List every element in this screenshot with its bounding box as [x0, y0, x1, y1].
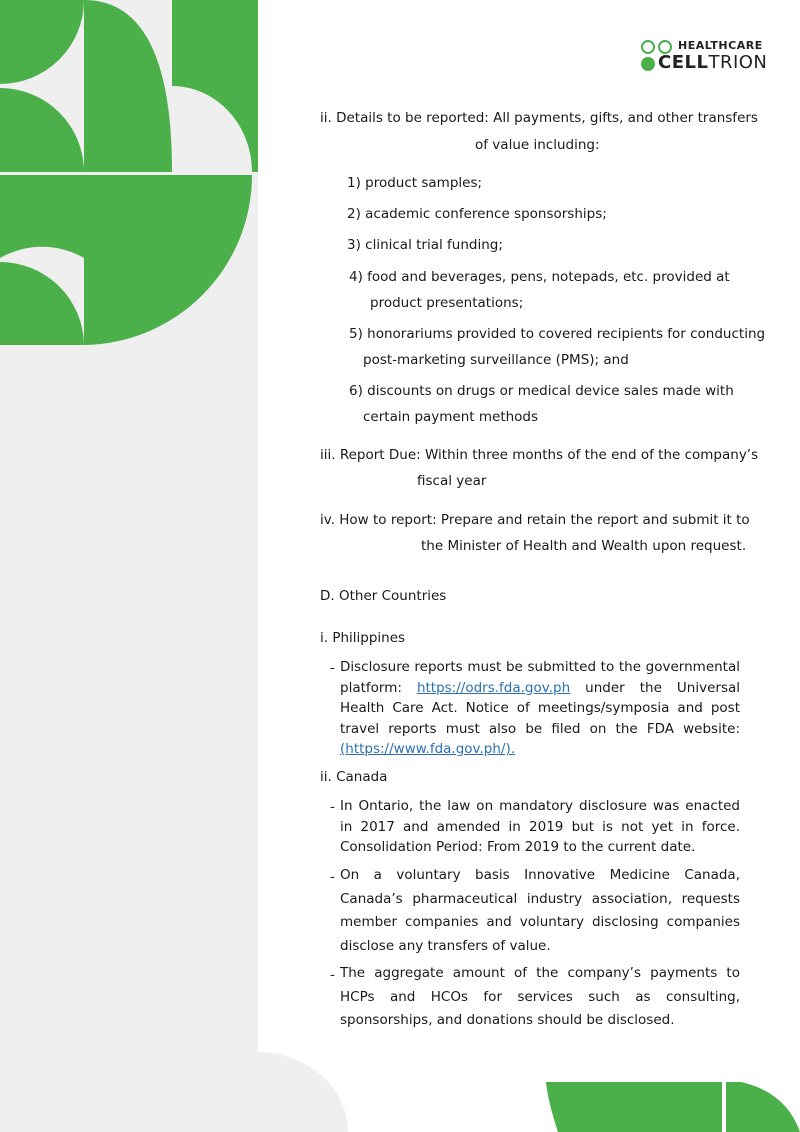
canada-heading: ii. Canada: [320, 769, 388, 785]
bullet-dash: -: [330, 869, 335, 885]
list-item-2: 2) academic conference sponsorships;: [347, 206, 607, 222]
section-ii-line1: ii. Details to be reported: All payments, gifts, and other transfers: [320, 110, 758, 126]
bullet-dash: -: [330, 799, 335, 815]
canada-bullet-3: The aggregate amount of the company’s payments to HCPs and HCOs for services such as consulting, sponsorships, and donations should be disclosed.: [340, 965, 740, 1028]
philippines-paragraph: Disclosure reports must be submitted to the governmental platform: https://odrs.fda.gov.ph under the Universal Health Care Act. Notice of meetings/symposia and post travel reports must also be filed on the FDA website: (https://www.fda.gov.ph/).: [340, 659, 740, 757]
bullet-dash: -: [330, 967, 335, 983]
section-iii-line1: iii. Report Due: Within three months of the end of the company’s: [320, 447, 759, 463]
list-item-4-line2: product presentations;: [370, 295, 524, 311]
list-item-6-line2: certain payment methods: [363, 409, 539, 425]
list-item-3: 3) clinical trial funding;: [347, 237, 503, 253]
canada-bullet-2: On a voluntary basis Innovative Medicine Canada, Canada’s pharmaceutical industry association, requests member companies and voluntary disclosing companies disclose any transfers of value.: [340, 867, 740, 954]
logo-celltrion-text: CELLTRION: [658, 52, 768, 73]
list-item-5-line2: post-marketing surveillance (PMS); and: [363, 352, 629, 368]
bottom-decorative-shape: [258, 1052, 348, 1132]
list-item-4-line1: 4) food and beverages, pens, notepads, etc. provided at: [349, 269, 730, 285]
section-iii-line2: fiscal year: [417, 473, 487, 489]
list-item-1: 1) product samples;: [347, 175, 483, 191]
logo-healthcare-text: HEALTHCARE: [678, 39, 763, 52]
canada-bullet-1: In Ontario, the law on mandatory disclosure was enacted in 2017 and amended in 2019 but is not yet in force. Consolidation Period: From 2019 to the current date.: [340, 798, 740, 855]
logo-dot-icon: [641, 57, 655, 71]
fda-website-link[interactable]: (https://www.fda.gov.ph/).: [340, 741, 516, 757]
section-ii-line2: of value including:: [475, 137, 600, 153]
section-iv-line2: the Minister of Health and Wealth upon request.: [421, 538, 747, 554]
section-iv-line1: iv. How to report: Prepare and retain the report and submit it to: [320, 512, 750, 528]
bullet-dash: -: [330, 660, 335, 676]
philippines-heading: i. Philippines: [320, 630, 406, 646]
logo-ring-icon: [641, 40, 655, 54]
decorative-green-shapes: [0, 0, 258, 345]
list-item-5-line1: 5) honorariums provided to covered recipients for conducting: [349, 326, 766, 342]
section-d-heading: D. Other Countries: [320, 588, 447, 604]
celltrion-healthcare-logo: [640, 38, 770, 74]
odrs-fda-link[interactable]: https://odrs.fda.gov.ph: [416, 679, 571, 696]
list-item-6-line1: 6) discounts on drugs or medical device sales made with: [349, 383, 734, 399]
bottom-green-decoration: [546, 1082, 800, 1132]
